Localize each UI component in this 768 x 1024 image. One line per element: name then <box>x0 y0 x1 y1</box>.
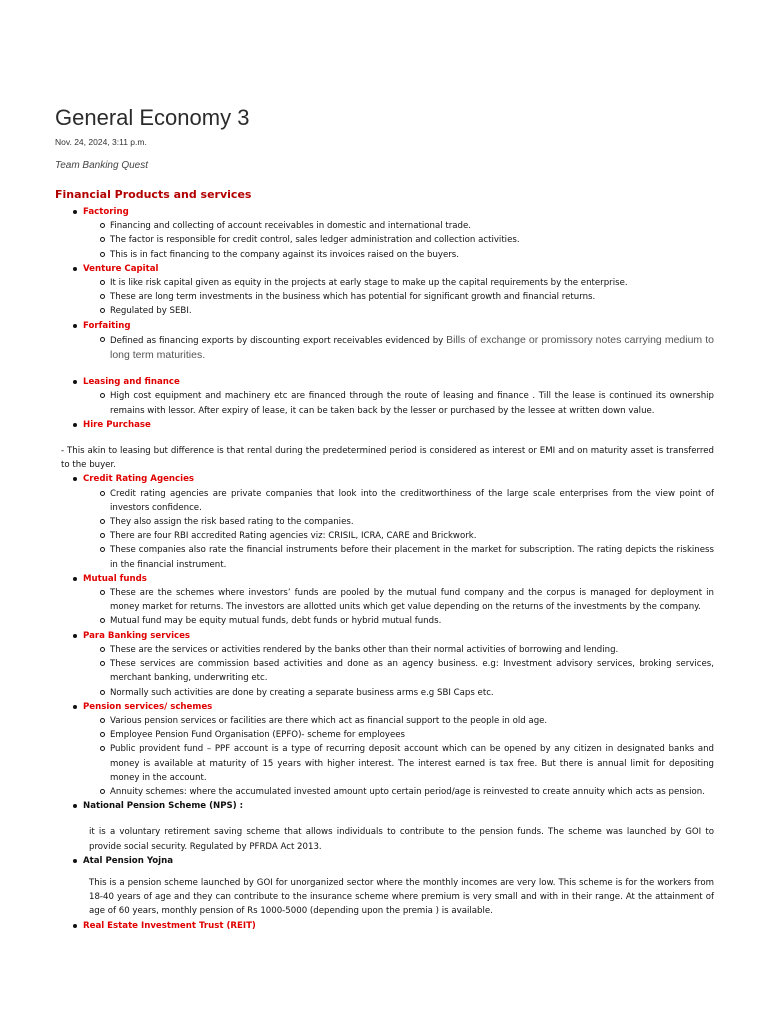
list-item-hire-purchase <box>61 418 714 473</box>
item-heading: Hire Purchase <box>83 419 151 430</box>
sub-list-item: Normally such activities are done by creating a separate business arms e.g SBI Caps etc. <box>110 686 714 700</box>
sub-list-item: It is like risk capital given as equity in the projects at early stage to make up the capital requirements by the enterprise. <box>110 276 714 290</box>
list-item-forfaiting <box>83 319 714 376</box>
sub-list <box>83 276 714 319</box>
sub-list <box>83 643 714 700</box>
sub-list <box>83 219 714 262</box>
sub-list-item: Regulated by SEBI. <box>110 304 714 318</box>
sub-list-item: Credit rating agencies are private companies that look into the creditworthiness of the large scale enterprises from the view point of investors confidence. <box>110 487 714 515</box>
list-item-para-banking <box>83 629 714 700</box>
sub-list-item <box>110 333 714 363</box>
item-heading: Atal Pension Yojna <box>83 855 174 866</box>
sub-list-item: These are the schemes where investors’ funds are pooled by the mutual fund company and the corpus is managed for deployment in money market for returns. The investors are allotted units which get value depending on the returns of the investments by the company. <box>110 586 714 614</box>
list-item-venture-capital <box>83 262 714 319</box>
list-item-pension-services <box>83 700 714 799</box>
sub-list-item: They also assign the risk based rating to the companies. <box>110 515 714 529</box>
sub-list <box>83 714 714 799</box>
item-heading: Leasing and finance <box>83 377 180 388</box>
sub-list-item: The factor is responsible for credit control, sales ledger administration and collection activities. <box>110 233 714 247</box>
sub-list <box>83 389 714 417</box>
item-heading: Venture Capital <box>83 263 159 274</box>
list-item-credit-rating <box>83 472 714 571</box>
list-item-factoring <box>83 205 714 262</box>
item-heading: Real Estate Investment Trust (REIT) <box>83 920 256 931</box>
list-item-leasing <box>83 375 714 418</box>
list-item-mutual-funds <box>83 572 714 629</box>
list-item-atal-pension <box>83 854 714 919</box>
sub-list-item: These are long term investments in the business which has potential for significant growth and financial returns. <box>110 290 714 304</box>
post-date: Nov. 24, 2024, 3:11 p.m. <box>55 137 147 147</box>
sub-list-item: High cost equipment and machinery etc are financed through the route of leasing and finance . Till the lease is continued its ownership remains with lessor. After expiry of lease, it can be taken back by the lesser or purchased by the lessee at written down value. <box>110 389 714 417</box>
forfaiting-text: Defined as financing exports by discounting export receivables evidenced by <box>110 335 447 346</box>
sub-list-item: These services are commission based activities and done as an agency business. e.g: Investment advisory services, broking services, merchant banking, underwriting etc. <box>110 657 714 685</box>
sub-list-item: Employee Pension Fund Organisation (EPFO)- scheme for employees <box>110 728 714 742</box>
sub-list <box>83 333 714 363</box>
sub-list-item: Various pension services or facilities are there which act as financial support to the people in old age. <box>110 714 714 728</box>
author-name: Team Banking Quest <box>55 160 149 171</box>
item-heading: Pension services/ schemes <box>83 701 213 712</box>
sub-list-item: Financing and collecting of account receivables in domestic and international trade. <box>110 219 714 233</box>
sub-list-item: Mutual fund may be equity mutual funds, debt funds or hybrid mutual funds. <box>110 614 714 628</box>
sub-list-item: Annuity schemes: where the accumulated invested amount upto certain period/age is reinvested to create annuity which acts as pension. <box>110 785 714 799</box>
product-list <box>55 205 714 933</box>
list-item-nps <box>83 799 714 854</box>
article-body <box>55 205 714 933</box>
section-title: Financial Products and services <box>55 188 252 201</box>
item-paragraph: This is a pension scheme launched by GOI for unorganized sector where the monthly incomes are very low. This scheme is for the workers from 18-40 years of age and they can contribute to the insurance scheme where premium is very small and with in their range. At the attainment of age of 60 years, monthly pension of Rs 1000-5000 (depending upon the premia ) is available. <box>89 877 714 917</box>
item-heading: Mutual funds <box>83 573 147 584</box>
item-paragraph: it is a voluntary retirement saving scheme that allows individuals to contribute to the pension funds. The scheme was launched by GOI to provide social security. Regulated by PFRDA Act 2013. <box>89 827 714 852</box>
item-paragraph: - This akin to leasing but difference is that rental during the predetermined period is considered as interest or EMI and on maturity asset is transferred to the buyer. <box>61 446 714 471</box>
item-heading: Para Banking services <box>83 630 191 641</box>
item-heading: Factoring <box>83 207 129 217</box>
sub-list-item: Public provident fund – PPF account is a type of recurring deposit account which can be opened by any citizen in designated banks and money is available at maturity of 15 years with higher interest. The interest earned is tax free. But there is annual limit for depositing money in the account. <box>110 742 714 785</box>
item-heading: Forfaiting <box>83 320 131 331</box>
list-item-reit <box>83 919 714 933</box>
sub-list-item: These are the services or activities rendered by the banks other than their normal activities of borrowing and lending. <box>110 643 714 657</box>
forfaiting-large-text: Bills of exchange or promissory notes carrying medium to long term maturities. <box>110 333 714 362</box>
page-title: General Economy 3 <box>55 105 250 130</box>
sub-list-item: This is in fact financing to the company against its invoices raised on the buyers. <box>110 248 714 262</box>
sub-list-item: These companies also rate the financial instruments before their placement in the market for subscription. The rating depicts the riskiness in the financial instrument. <box>110 543 714 571</box>
item-heading: Credit Rating Agencies <box>83 474 195 485</box>
item-heading: National Pension Scheme (NPS) : <box>83 801 244 812</box>
sub-list <box>83 487 714 572</box>
sub-list <box>83 586 714 629</box>
sub-list-item: There are four RBI accredited Rating agencies viz: CRISIL, ICRA, CARE and Brickwork. <box>110 529 714 543</box>
